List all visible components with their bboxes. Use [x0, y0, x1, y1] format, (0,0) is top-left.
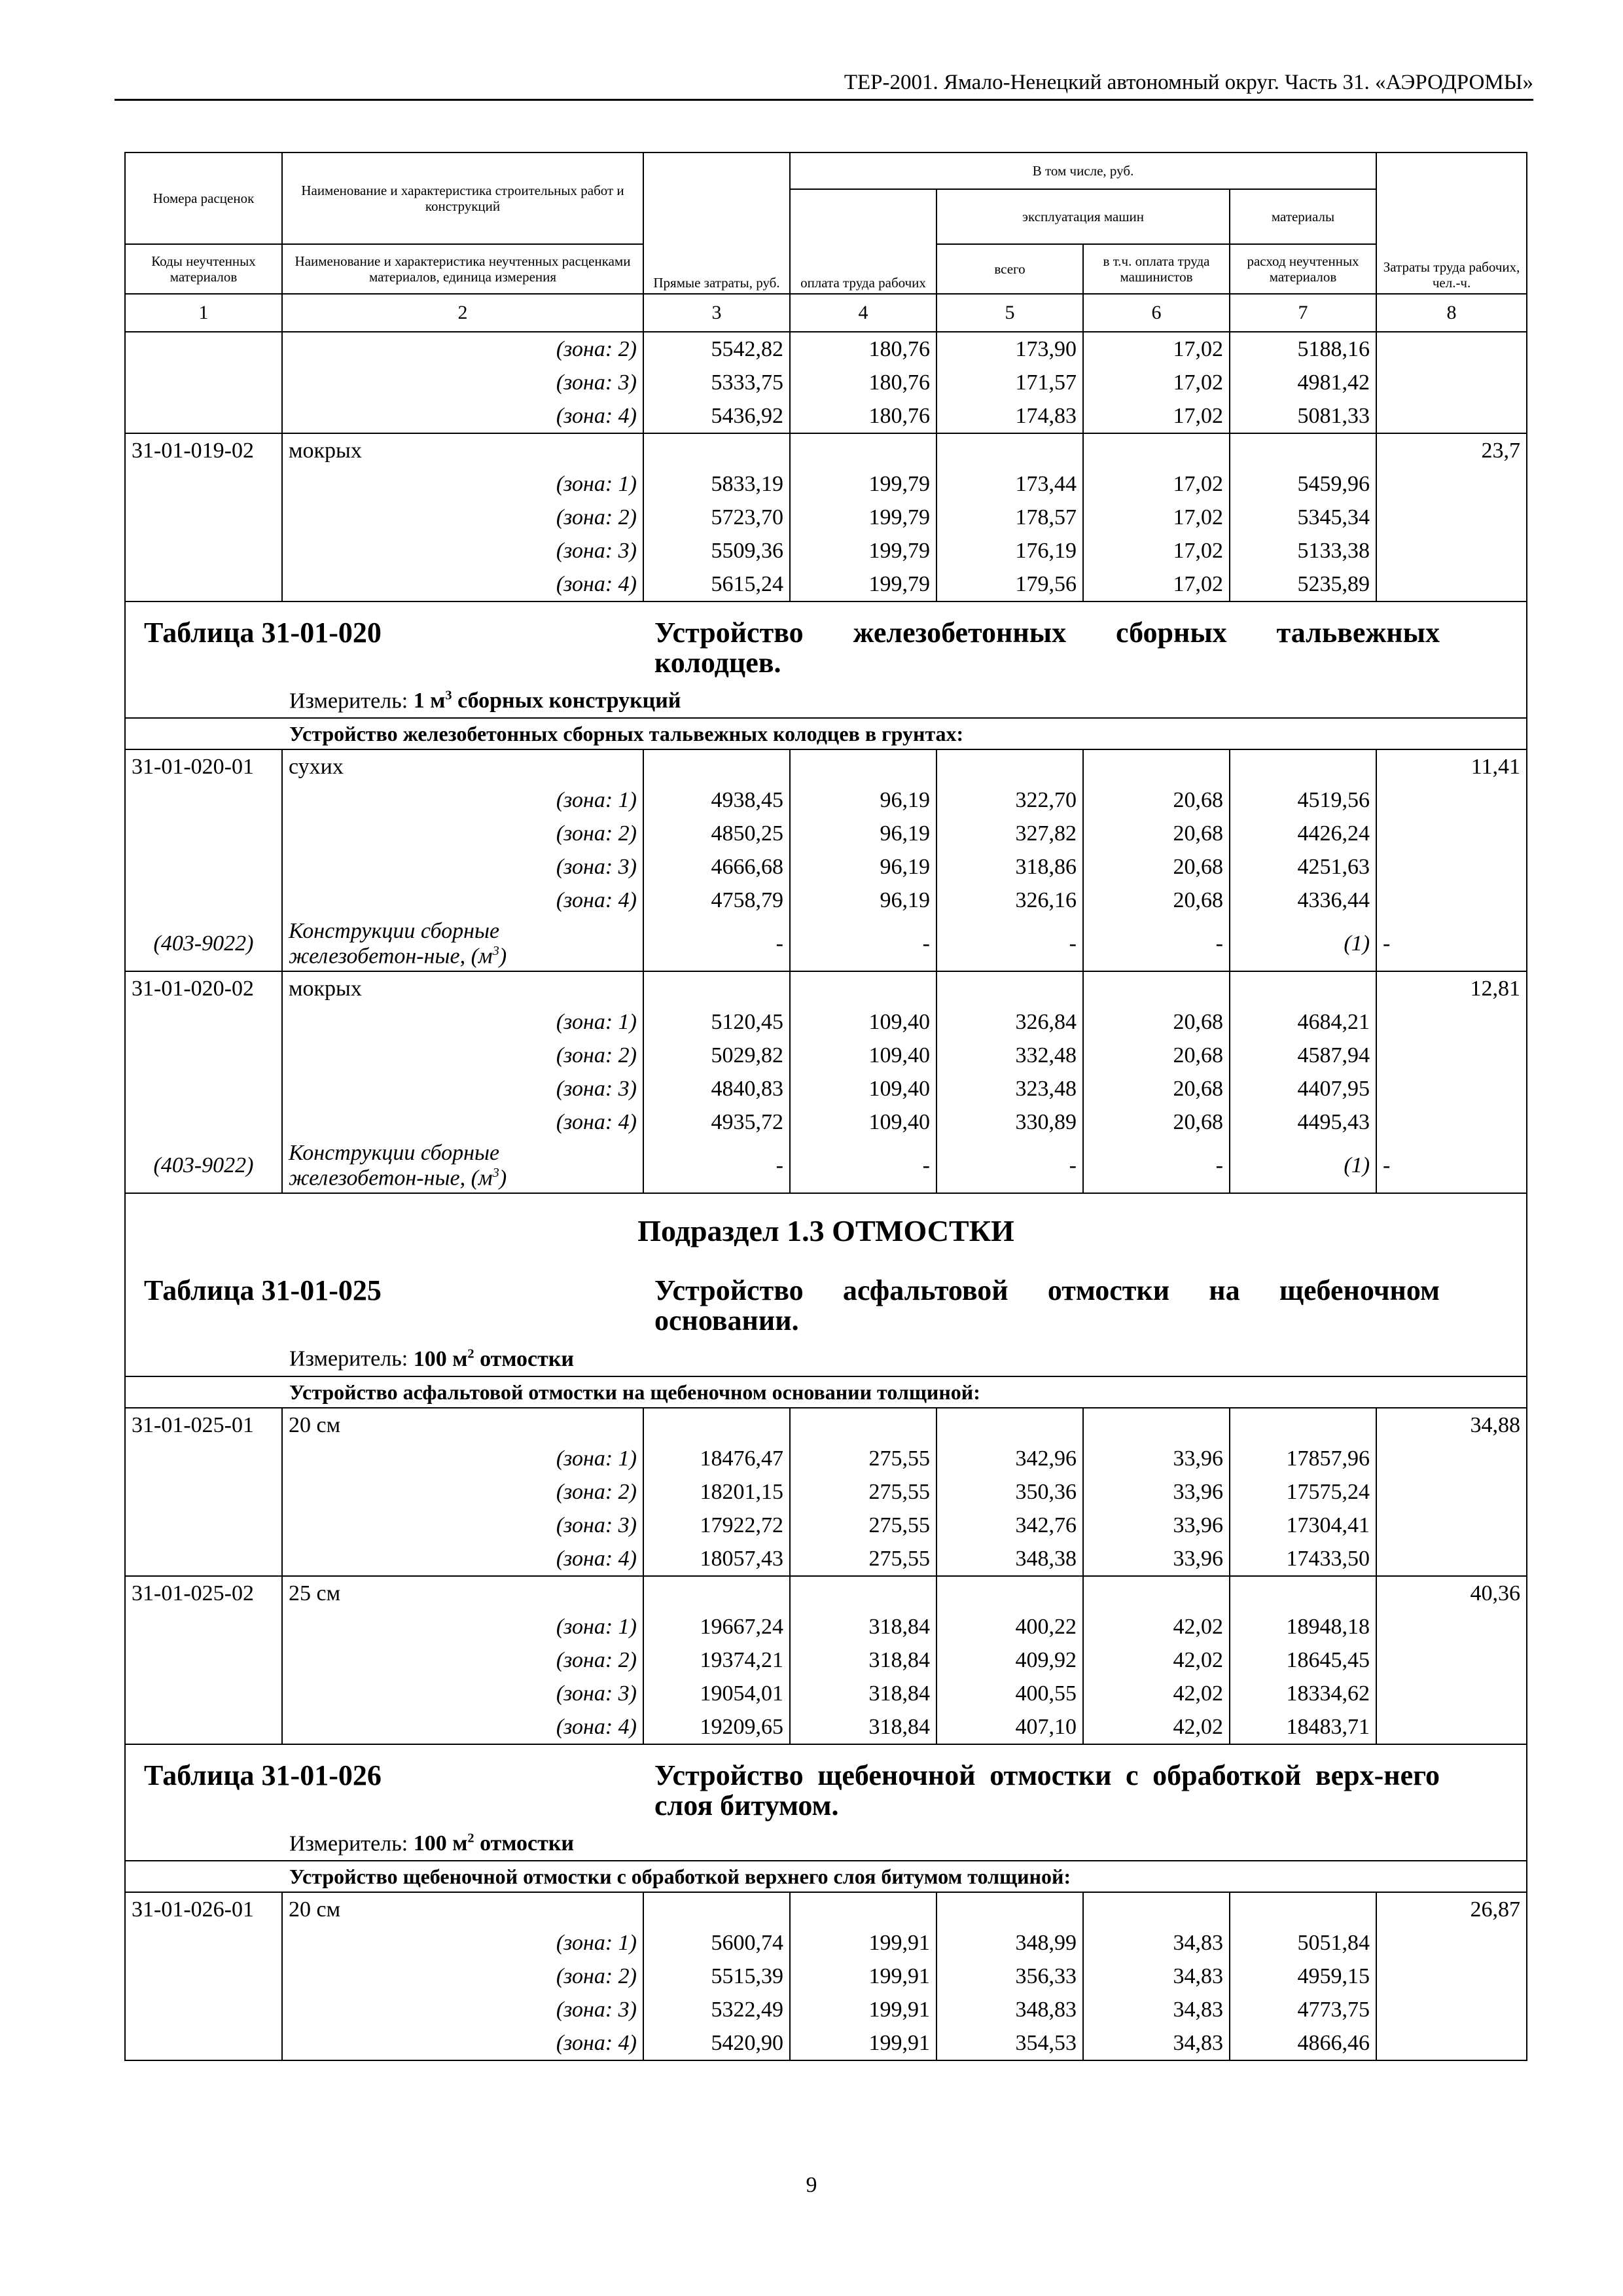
- col-num-3: 3: [643, 294, 790, 332]
- rate-row: [125, 433, 1527, 467]
- materials-cost: 5345,34: [1230, 501, 1376, 534]
- table-row: [125, 501, 1527, 534]
- wages-cost: 275,55: [790, 1542, 936, 1576]
- header-mat-names: Наименование и характеристика неучтенных расценками материалов, единица измерения: [282, 244, 643, 294]
- wages-cost: 180,76: [790, 366, 936, 399]
- table-row: [125, 366, 1527, 399]
- table-section: [125, 1193, 1527, 1376]
- materials-cost: 4684,21: [1230, 1005, 1376, 1039]
- wages-cost: 96,19: [790, 783, 936, 817]
- material-dash: -: [1083, 1139, 1230, 1193]
- zone-label: (зона: 4): [282, 399, 643, 433]
- zone-label: (зона: 1): [282, 467, 643, 501]
- machines-cost: 354,53: [936, 2026, 1083, 2060]
- zone-label: (зона: 2): [282, 332, 643, 366]
- direct-cost: 5515,39: [643, 1960, 790, 1993]
- table-row: [125, 1993, 1527, 2026]
- header-work-name: Наименование и характеристика строительных работ и конструкций: [282, 152, 643, 244]
- machines-cost: 348,83: [936, 1993, 1083, 2026]
- rate-code: 31-01-025-01: [125, 1408, 282, 1442]
- materials-cost: 4495,43: [1230, 1105, 1376, 1139]
- wages-cost: 199,79: [790, 501, 936, 534]
- direct-cost: 19054,01: [643, 1677, 790, 1710]
- operators-cost: 20,68: [1083, 817, 1230, 850]
- zone-label: (зона: 3): [282, 850, 643, 884]
- zone-label: (зона: 4): [282, 1105, 643, 1139]
- table-row: [125, 1005, 1527, 1039]
- rate-code: 31-01-026-01: [125, 1892, 282, 1926]
- table-row: [125, 817, 1527, 850]
- operators-cost: 34,83: [1083, 1960, 1230, 1993]
- direct-cost: 19374,21: [643, 1643, 790, 1677]
- operators-cost: 17,02: [1083, 501, 1230, 534]
- wages-cost: 199,79: [790, 534, 936, 567]
- zone-label: (зона: 2): [282, 1475, 643, 1509]
- direct-cost: 5436,92: [643, 399, 790, 433]
- direct-cost: 4758,79: [643, 884, 790, 917]
- header-wages: оплата труда рабочих: [790, 189, 936, 294]
- machines-cost: 171,57: [936, 366, 1083, 399]
- materials-cost: 4866,46: [1230, 2026, 1376, 2060]
- zone-label: (зона: 2): [282, 501, 643, 534]
- operators-cost: 33,96: [1083, 1542, 1230, 1576]
- operators-cost: 20,68: [1083, 884, 1230, 917]
- table-row: [125, 2026, 1527, 2060]
- table-header: [125, 152, 1527, 332]
- direct-cost: 5420,90: [643, 2026, 790, 2060]
- material-dash: -: [1376, 917, 1527, 971]
- operators-cost: 34,83: [1083, 1993, 1230, 2026]
- page-header: [115, 71, 1533, 101]
- direct-cost: 5542,82: [643, 332, 790, 366]
- direct-cost: 5333,75: [643, 366, 790, 399]
- wages-cost: 199,91: [790, 1960, 936, 1993]
- materials-cost: 4587,94: [1230, 1039, 1376, 1072]
- table-row: [125, 1039, 1527, 1072]
- material-code: (403-9022): [125, 1139, 282, 1193]
- table-subheader: Устройство асфальтовой отмостки на щебеночном основании толщиной:: [125, 1376, 1527, 1408]
- labor-cost: 34,88: [1376, 1408, 1527, 1442]
- labor-cost: 23,7: [1376, 433, 1527, 467]
- rate-code: 31-01-025-02: [125, 1576, 282, 1610]
- machines-cost: 326,84: [936, 1005, 1083, 1039]
- wages-cost: 199,91: [790, 1993, 936, 2026]
- operators-cost: 33,96: [1083, 1509, 1230, 1542]
- table-row: [125, 850, 1527, 884]
- direct-cost: 5600,74: [643, 1926, 790, 1960]
- labor-cost: 12,81: [1376, 971, 1527, 1005]
- operators-cost: 33,96: [1083, 1475, 1230, 1509]
- materials-cost: 4426,24: [1230, 817, 1376, 850]
- machines-cost: 348,99: [936, 1926, 1083, 1960]
- material-row: [125, 1139, 1527, 1193]
- wages-cost: 96,19: [790, 817, 936, 850]
- material-qty: (1): [1230, 917, 1376, 971]
- operators-cost: 17,02: [1083, 366, 1230, 399]
- table-row: [125, 1710, 1527, 1744]
- table-row: [125, 1105, 1527, 1139]
- material-dash: -: [1083, 917, 1230, 971]
- wages-cost: 318,84: [790, 1677, 936, 1710]
- material-dash: -: [790, 917, 936, 971]
- rate-code: 31-01-020-01: [125, 749, 282, 783]
- table-subheader: Устройство железобетонных сборных тальвежных колодцев в грунтах:: [125, 718, 1527, 749]
- operators-cost: 17,02: [1083, 399, 1230, 433]
- operators-cost: 20,68: [1083, 783, 1230, 817]
- materials-cost: 5188,16: [1230, 332, 1376, 366]
- machines-cost: 332,48: [936, 1039, 1083, 1072]
- materials-cost: 4773,75: [1230, 1993, 1376, 2026]
- table-title: Устройство щебеночной отмостки с обработкой верх-него слоя битумом.: [654, 1759, 1440, 1821]
- materials-cost: 5133,38: [1230, 534, 1376, 567]
- zone-label: (зона: 4): [282, 1710, 643, 1744]
- machines-cost: 179,56: [936, 567, 1083, 601]
- materials-cost: 17575,24: [1230, 1475, 1376, 1509]
- machines-cost: 400,22: [936, 1610, 1083, 1643]
- material-code: (403-9022): [125, 917, 282, 971]
- table-subheader: Устройство щебеночной отмостки с обработкой верхнего слоя битумом толщиной:: [125, 1861, 1527, 1892]
- wages-cost: 96,19: [790, 850, 936, 884]
- table-title: Устройство железобетонных сборных тальвежных колодцев.: [654, 617, 1440, 679]
- zone-label: (зона: 3): [282, 1677, 643, 1710]
- rate-row: [125, 749, 1527, 783]
- measure-unit: Измеритель: 1 $м^3$ сборных конструкций: [289, 689, 681, 713]
- zone-label: (зона: 3): [282, 366, 643, 399]
- zone-label: (зона: 3): [282, 1993, 643, 2026]
- materials-cost: 18483,71: [1230, 1710, 1376, 1744]
- zone-label: (зона: 3): [282, 534, 643, 567]
- wages-cost: 199,91: [790, 1926, 936, 1960]
- operators-cost: 42,02: [1083, 1610, 1230, 1643]
- operators-cost: 20,68: [1083, 1105, 1230, 1139]
- table-row: [125, 399, 1527, 433]
- header-labor: Затраты труда рабочих, чел.-ч.: [1376, 152, 1527, 294]
- table-row: [125, 567, 1527, 601]
- direct-cost: 5723,70: [643, 501, 790, 534]
- rate-name: мокрых: [282, 971, 643, 1005]
- table-label: Таблица 31-01-025: [144, 1274, 382, 1307]
- machines-cost: 407,10: [936, 1710, 1083, 1744]
- table-title: Устройство асфальтовой отмостки на щебеночном основании.: [654, 1274, 1440, 1337]
- direct-cost: 17922,72: [643, 1509, 790, 1542]
- direct-cost: 4840,83: [643, 1072, 790, 1105]
- col-num-4: 4: [790, 294, 936, 332]
- machines-cost: 173,44: [936, 467, 1083, 501]
- direct-cost: 5509,36: [643, 534, 790, 567]
- operators-cost: 42,02: [1083, 1643, 1230, 1677]
- materials-cost: 4959,15: [1230, 1960, 1376, 1993]
- header-in-total: В том числе, руб.: [790, 152, 1376, 189]
- header-machines-total: всего: [936, 244, 1083, 294]
- machines-cost: 342,76: [936, 1509, 1083, 1542]
- rate-name: сухих: [282, 749, 643, 783]
- zone-label: (зона: 4): [282, 884, 643, 917]
- operators-cost: 34,83: [1083, 1926, 1230, 1960]
- direct-cost: 18476,47: [643, 1442, 790, 1475]
- operators-cost: 42,02: [1083, 1677, 1230, 1710]
- zone-label: (зона: 1): [282, 1926, 643, 1960]
- direct-cost: 18057,43: [643, 1542, 790, 1576]
- direct-cost: 5029,82: [643, 1039, 790, 1072]
- wages-cost: 318,84: [790, 1610, 936, 1643]
- operators-cost: 34,83: [1083, 2026, 1230, 2060]
- materials-cost: 18645,45: [1230, 1643, 1376, 1677]
- wages-cost: 199,79: [790, 467, 936, 501]
- measure-unit: Измеритель: 100 $м^2$ отмостки: [289, 1346, 574, 1371]
- table-row: [125, 534, 1527, 567]
- direct-cost: 4850,25: [643, 817, 790, 850]
- col-num-8: 8: [1376, 294, 1527, 332]
- direct-cost: 19667,24: [643, 1610, 790, 1643]
- table-row: [125, 1960, 1527, 1993]
- material-row: [125, 917, 1527, 971]
- materials-cost: 4251,63: [1230, 850, 1376, 884]
- direct-cost: 19209,65: [643, 1710, 790, 1744]
- table-row: [125, 1643, 1527, 1677]
- wages-cost: 318,84: [790, 1710, 936, 1744]
- wages-cost: 199,91: [790, 2026, 936, 2060]
- zone-label: (зона: 1): [282, 1442, 643, 1475]
- machines-cost: 178,57: [936, 501, 1083, 534]
- table-row: [125, 1542, 1527, 1576]
- rates-table: [124, 152, 1527, 2061]
- rate-row: [125, 971, 1527, 1005]
- materials-cost: 17304,41: [1230, 1509, 1376, 1542]
- machines-cost: 409,92: [936, 1643, 1083, 1677]
- machines-cost: 176,19: [936, 534, 1083, 567]
- wages-cost: 180,76: [790, 399, 936, 433]
- material-dash: -: [936, 1139, 1083, 1193]
- header-mat-consumption: расход неучтенных материалов: [1230, 244, 1376, 294]
- labor-cost: 26,87: [1376, 1892, 1527, 1926]
- measure-unit: Измеритель: 100 $м^2$ отмостки: [289, 1831, 574, 1856]
- table-label: Таблица 31-01-020: [144, 617, 382, 649]
- table-section: [125, 601, 1527, 718]
- wages-cost: 180,76: [790, 332, 936, 366]
- table-row: [125, 1610, 1527, 1643]
- machines-cost: 327,82: [936, 817, 1083, 850]
- operators-cost: 20,68: [1083, 1039, 1230, 1072]
- direct-cost: 5615,24: [643, 567, 790, 601]
- operators-cost: 17,02: [1083, 567, 1230, 601]
- direct-cost: 5120,45: [643, 1005, 790, 1039]
- table-row: [125, 884, 1527, 917]
- machines-cost: 350,36: [936, 1475, 1083, 1509]
- operators-cost: 42,02: [1083, 1710, 1230, 1744]
- rate-name: 25 см: [282, 1576, 643, 1610]
- materials-cost: 17857,96: [1230, 1442, 1376, 1475]
- zone-label: (зона: 4): [282, 2026, 643, 2060]
- wages-cost: 109,40: [790, 1005, 936, 1039]
- wages-cost: 275,55: [790, 1509, 936, 1542]
- rate-name: 20 см: [282, 1892, 643, 1926]
- header-machine-op: эксплуатация машин: [936, 189, 1230, 244]
- table-row: [125, 467, 1527, 501]
- table-row: [125, 1442, 1527, 1475]
- rate-name: 20 см: [282, 1408, 643, 1442]
- wages-cost: 275,55: [790, 1475, 936, 1509]
- direct-cost: 18201,15: [643, 1475, 790, 1509]
- wages-cost: 109,40: [790, 1039, 936, 1072]
- operators-cost: 20,68: [1083, 1005, 1230, 1039]
- direct-cost: 5833,19: [643, 467, 790, 501]
- zone-label: (зона: 2): [282, 1643, 643, 1677]
- wages-cost: 318,84: [790, 1643, 936, 1677]
- machines-cost: 322,70: [936, 783, 1083, 817]
- page-number: 9: [806, 2173, 817, 2197]
- direct-cost: 4666,68: [643, 850, 790, 884]
- materials-cost: 4981,42: [1230, 366, 1376, 399]
- machines-cost: 174,83: [936, 399, 1083, 433]
- table-row: [125, 1475, 1527, 1509]
- wages-cost: 199,79: [790, 567, 936, 601]
- materials-cost: 5081,33: [1230, 399, 1376, 433]
- zone-label: (зона: 2): [282, 817, 643, 850]
- material-dash: -: [1376, 1139, 1527, 1193]
- operators-cost: 20,68: [1083, 1072, 1230, 1105]
- material-dash: -: [643, 1139, 790, 1193]
- zone-label: (зона: 1): [282, 1005, 643, 1039]
- subsection-title: Подраздел 1.3 ОТМОСТКИ: [637, 1214, 1014, 1248]
- material-dash: -: [643, 917, 790, 971]
- table-row: [125, 783, 1527, 817]
- table-section: [125, 1744, 1527, 1861]
- machines-cost: 348,38: [936, 1542, 1083, 1576]
- material-dash: -: [790, 1139, 936, 1193]
- machines-cost: 173,90: [936, 332, 1083, 366]
- machines-cost: 356,33: [936, 1960, 1083, 1993]
- zone-label: (зона: 2): [282, 1039, 643, 1072]
- rate-row: [125, 1892, 1527, 1926]
- machines-cost: 330,89: [936, 1105, 1083, 1139]
- table-row: [125, 1677, 1527, 1710]
- table-body: [125, 332, 1527, 2060]
- header-direct-costs: Прямые затраты, руб.: [643, 152, 790, 294]
- direct-cost: 4938,45: [643, 783, 790, 817]
- materials-cost: 18948,18: [1230, 1610, 1376, 1643]
- zone-label: (зона: 4): [282, 1542, 643, 1576]
- col-num-1: 1: [125, 294, 282, 332]
- zone-label: (зона: 1): [282, 1610, 643, 1643]
- operators-cost: 17,02: [1083, 332, 1230, 366]
- operators-cost: 33,96: [1083, 1442, 1230, 1475]
- machines-cost: 323,48: [936, 1072, 1083, 1105]
- materials-cost: 4407,95: [1230, 1072, 1376, 1105]
- material-dash: -: [936, 917, 1083, 971]
- col-num-7: 7: [1230, 294, 1376, 332]
- wages-cost: 96,19: [790, 884, 936, 917]
- table-label: Таблица 31-01-026: [144, 1759, 382, 1791]
- wages-cost: 109,40: [790, 1105, 936, 1139]
- material-qty: (1): [1230, 1139, 1376, 1193]
- zone-label: (зона: 1): [282, 783, 643, 817]
- operators-cost: 20,68: [1083, 850, 1230, 884]
- zone-label: (зона: 4): [282, 567, 643, 601]
- direct-cost: 4935,72: [643, 1105, 790, 1139]
- table-row: [125, 1509, 1527, 1542]
- header-materials: материалы: [1230, 189, 1376, 244]
- labor-cost: 11,41: [1376, 749, 1527, 783]
- col-num-6: 6: [1083, 294, 1230, 332]
- material-name: Конструкции сборные железобетон-ные, $(м^3)$: [282, 917, 643, 971]
- table-row: [125, 332, 1527, 366]
- machines-cost: 400,55: [936, 1677, 1083, 1710]
- rate-code: 31-01-019-02: [125, 433, 282, 467]
- materials-cost: 4336,44: [1230, 884, 1376, 917]
- rate-row: [125, 1576, 1527, 1610]
- wages-cost: 109,40: [790, 1072, 936, 1105]
- operators-cost: 17,02: [1083, 534, 1230, 567]
- materials-cost: 4519,56: [1230, 783, 1376, 817]
- material-name: Конструкции сборные железобетон-ные, $(м^3)$: [282, 1139, 643, 1193]
- direct-cost: 5322,49: [643, 1993, 790, 2026]
- table-row: [125, 1926, 1527, 1960]
- table-row: [125, 1072, 1527, 1105]
- machines-cost: 342,96: [936, 1442, 1083, 1475]
- rate-row: [125, 1408, 1527, 1442]
- col-num-2: 2: [282, 294, 643, 332]
- zone-label: (зона: 3): [282, 1509, 643, 1542]
- materials-cost: 5235,89: [1230, 567, 1376, 601]
- rate-code: 31-01-020-02: [125, 971, 282, 1005]
- rate-name: мокрых: [282, 433, 643, 467]
- machines-cost: 318,86: [936, 850, 1083, 884]
- zone-label: (зона: 2): [282, 1960, 643, 1993]
- header-num-rates: Номера расценок: [125, 152, 282, 244]
- labor-cost: 40,36: [1376, 1576, 1527, 1610]
- materials-cost: 5051,84: [1230, 1926, 1376, 1960]
- materials-cost: 17433,50: [1230, 1542, 1376, 1576]
- materials-cost: 18334,62: [1230, 1677, 1376, 1710]
- wages-cost: 275,55: [790, 1442, 936, 1475]
- materials-cost: 5459,96: [1230, 467, 1376, 501]
- header-incl-operators: в т.ч. оплата труда машинистов: [1083, 244, 1230, 294]
- header-mat-codes: Коды неучтенных материалов: [125, 244, 282, 294]
- machines-cost: 326,16: [936, 884, 1083, 917]
- document-title: ТЕР-2001. Ямало-Ненецкий автономный округ. Часть 31. «АЭРОДРОМЫ»: [844, 71, 1533, 94]
- zone-label: (зона: 3): [282, 1072, 643, 1105]
- operators-cost: 17,02: [1083, 467, 1230, 501]
- col-num-5: 5: [936, 294, 1083, 332]
